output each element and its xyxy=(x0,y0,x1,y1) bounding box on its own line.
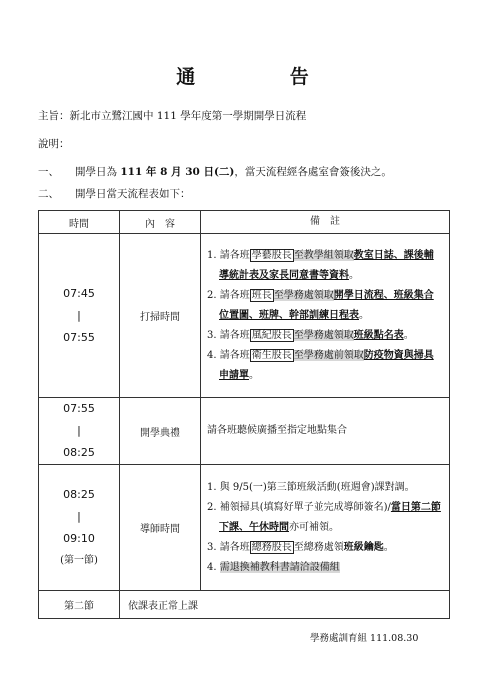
header-notes: 備 註 xyxy=(201,211,450,234)
time-separator: | xyxy=(77,308,81,322)
list-item: 1. 請各班 學藝股長 至教學組領取教室日誌、課後輔導統計表及家長同意書等資料。 xyxy=(207,249,434,281)
time-separator: | xyxy=(77,509,81,523)
notes-list xyxy=(207,478,443,578)
notes-cell xyxy=(201,465,450,591)
time-start: 08:25 xyxy=(63,487,95,501)
item-text: ，當天流程經各處室會簽後決之。 xyxy=(234,166,392,178)
list-item: 1. 與 9/5(一)第三節班級活動(班週會)課對調。 xyxy=(207,481,415,493)
role-box: 衛生股長 xyxy=(251,349,292,361)
time-cell xyxy=(39,398,120,465)
explain-item-2 xyxy=(38,186,191,201)
start-date: 111 年 8 月 30 日(二) xyxy=(120,166,235,178)
content-cell: 開學典禮 xyxy=(120,398,201,465)
item-number: 一、 xyxy=(38,166,59,178)
notes-cell xyxy=(201,234,450,398)
time-end: 08:25 xyxy=(63,446,95,459)
explain-label: 說明： xyxy=(38,138,70,150)
notes-list xyxy=(207,246,443,386)
table-row xyxy=(39,398,450,465)
table-header-row xyxy=(39,211,450,234)
table-row xyxy=(39,465,450,591)
period-label: (第一節) xyxy=(60,554,98,566)
list-item: 4. 請各班 衛生股長 至學務處前領取防疫物資與掃具申請單。 xyxy=(207,349,434,381)
role-box: 風紀股長 xyxy=(251,329,292,341)
issuer-footer: 學務處訓育組 111.08.30 xyxy=(310,633,419,644)
item-text: 開學日當天流程表如下： xyxy=(75,188,191,200)
header-content: 內 容 xyxy=(120,211,201,234)
role-box: 學藝股長 xyxy=(251,249,292,261)
item-text: 開學日為 xyxy=(75,166,121,178)
item-number: 二、 xyxy=(38,188,59,200)
subject-line: 主旨：新北市立鷺江國中 111 學年度第一學期開學日流程 xyxy=(38,110,307,122)
document-title: 通 告 xyxy=(176,66,353,88)
role-box: 總務股長 xyxy=(251,541,292,553)
time-start: 07:45 xyxy=(63,286,95,300)
list-item: 2. 補領掃具(填寫好單子並完成導師簽名)/當日第二節下課、午休時間亦可補領。 xyxy=(207,501,441,533)
list-item: 3. 請各班 風紀股長 至學務處領取班級點名表。 xyxy=(207,329,414,341)
explain-item-1 xyxy=(38,164,392,179)
content-cell: 導師時間 xyxy=(120,465,201,591)
list-item: 4. 需退換補教科書請洽設備組 xyxy=(207,561,340,573)
notes-cell: 請各班聽候廣播至指定地點集合 xyxy=(201,398,450,465)
role-box: 班長 xyxy=(251,289,272,301)
time-separator: | xyxy=(77,424,81,437)
header-time: 時間 xyxy=(39,211,120,234)
time-end: 09:10 xyxy=(63,531,95,545)
time-end: 07:55 xyxy=(63,330,95,344)
content-cell: 打掃時間 xyxy=(120,234,201,398)
time-cell xyxy=(39,234,120,398)
schedule-table xyxy=(38,210,450,619)
time-start: 07:55 xyxy=(63,402,95,415)
list-item: 2. 請各班 班長 至學務處領取開學日流程、班級集合位置圖、班牌、幹部訓練日程表。 xyxy=(207,289,434,321)
list-item: 3. 請各班 總務股長 至總務處領班級鑰匙。 xyxy=(207,541,394,553)
table-row xyxy=(39,591,450,619)
content-cell: 依課表正常上課 xyxy=(120,591,450,619)
time-cell: 第二節 xyxy=(39,591,120,619)
table-row xyxy=(39,234,450,398)
time-cell xyxy=(39,465,120,591)
